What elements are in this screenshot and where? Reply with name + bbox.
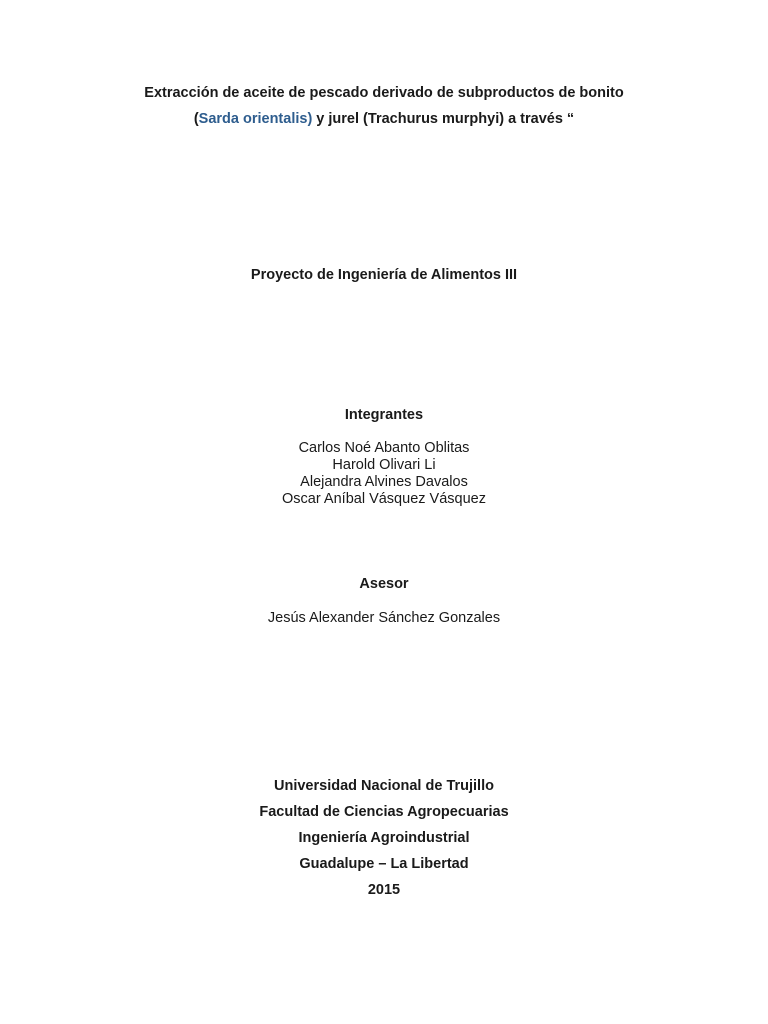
title-species-1: Sarda orientalis) [198, 111, 313, 127]
title-line-1: Extracción de aceite de pescado derivado de subproductos de bonito [144, 85, 624, 101]
member-name: Oscar Aníbal Vásquez Vásquez [282, 491, 486, 507]
year: 2015 [367, 882, 401, 898]
advisor-name: Jesús Alexander Sánchez Gonzales [267, 610, 501, 626]
location: Guadalupe – La Libertad [299, 856, 469, 872]
school-name: Ingeniería Agroindustrial [298, 830, 470, 846]
advisor-heading: Asesor [359, 576, 409, 592]
title-open-paren: ( [193, 111, 199, 127]
title-line-2-rest: y jurel (Trachurus murphyi) a través “ [312, 111, 575, 127]
university-name: Universidad Nacional de Trujillo [274, 778, 494, 794]
member-name: Harold Olivari Li [332, 457, 436, 473]
project-title: Proyecto de Ingeniería de Alimentos III [250, 267, 518, 283]
members-heading: Integrantes [344, 407, 424, 423]
member-name: Alejandra Alvines Davalos [300, 474, 468, 490]
title-line-2 [0, 111, 768, 128]
faculty-name: Facultad de Ciencias Agropecuarias [259, 804, 509, 820]
member-name: Carlos Noé Abanto Oblitas [298, 440, 470, 456]
